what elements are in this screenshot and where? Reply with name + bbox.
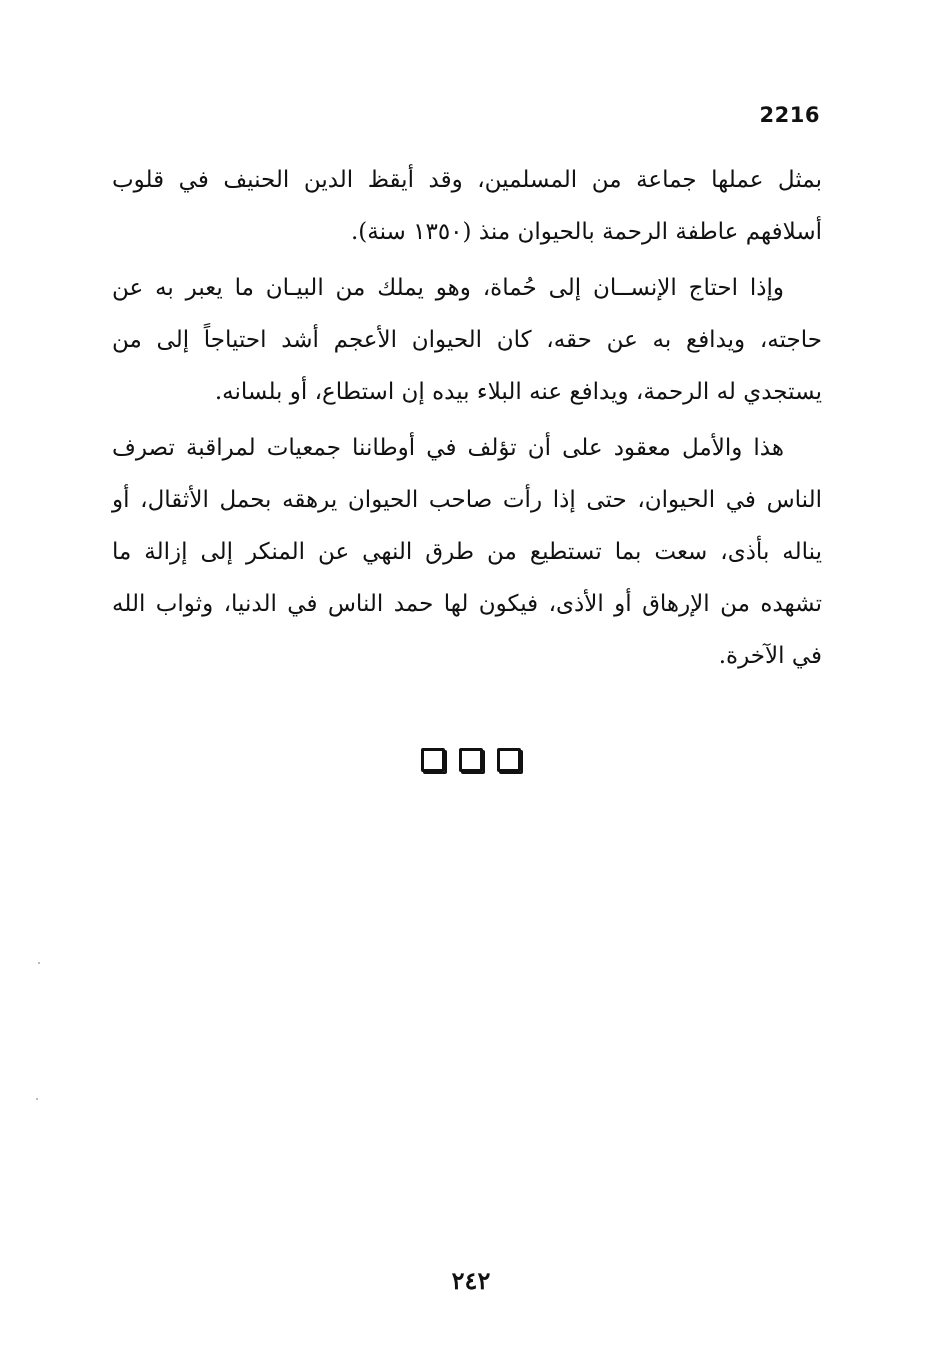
page-number: ٢٤٢ — [451, 1266, 491, 1295]
scan-speck — [38, 962, 40, 964]
box-icon — [421, 748, 445, 772]
box-icon — [459, 748, 483, 772]
body-text — [112, 150, 822, 682]
paragraph-2: وإذا احتاج الإنســان إلى حُماة، وهو يملك من البيـان ما يعبر به عن حاجته، ويدافع به عن حقه، كان الحيوان الأعجم أشد احتياجاً إلى من يستجدي له الرحمة، ويدافع عنه البلاء بيده إن استطاع، أو بلسانه. — [112, 275, 822, 405]
scan-speck — [36, 1098, 38, 1100]
box-icon — [497, 748, 521, 772]
reference-number: 2216 — [759, 103, 820, 127]
section-separator — [0, 748, 942, 772]
paragraph-3: هذا والأمل معقود على أن تؤلف في أوطاننا جمعيات لمراقبة تصرف الناس في الحيوان، حتى إذا رأت صاحب الحيوان يرهقه بحمل الأثقال، أو يناله بأذى، سعت بما تستطيع من طرق النهي عن المنكر إلى إزالة ما تشهده من الإرهاق أو الأذى، فيكون لها حمد الناس في الدنيا، وثواب الله في الآخرة. — [112, 435, 822, 669]
paragraph-1: بمثل عملها جماعة من المسلمين، وقد أيقظ الدين الحنيف في قلوب أسلافهم عاطفة الرحمة بالحيوان منذ (١٣٥٠ سنة). — [112, 167, 822, 245]
